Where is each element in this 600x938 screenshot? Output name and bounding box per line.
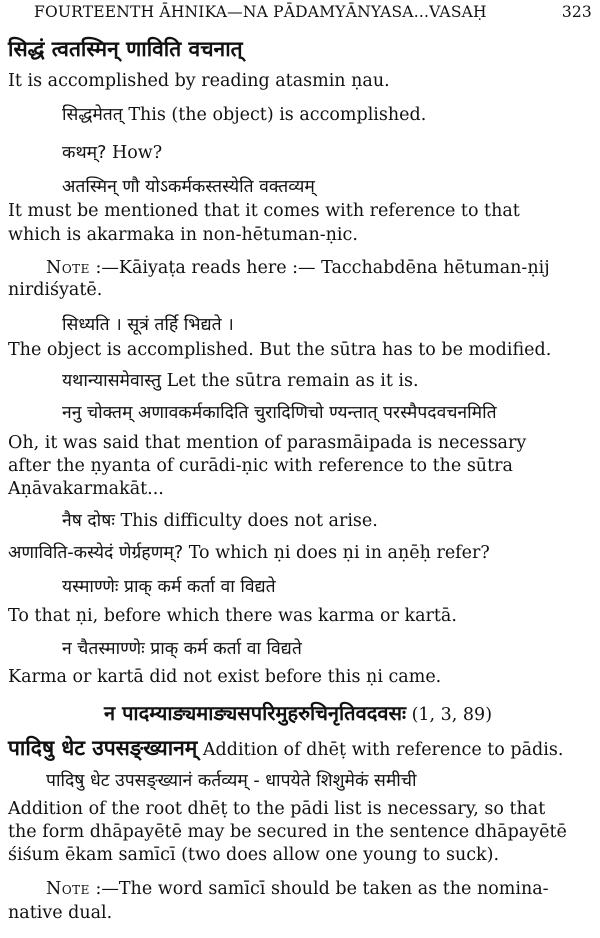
text-segment: parasmāipada: [286, 433, 413, 453]
text-segment: To that: [8, 606, 76, 626]
text-segment: refer?: [430, 543, 490, 563]
text-segment: with reference to: [346, 740, 511, 760]
text-segment: remain as it is.: [281, 371, 419, 391]
text-segment: (two does allow one young to suck).: [175, 845, 500, 865]
text-segment: न पादम्याङ्यमाङ्यसपरिमुहरुचिनृतिवदवसः: [104, 701, 407, 725]
translation-line: [8, 844, 499, 866]
text-segment: nirdiśyatē.: [8, 280, 103, 300]
text-segment: does: [290, 543, 343, 563]
page-number: 323: [561, 3, 592, 21]
text-segment: पादिषु धेट उपसङ्ख्यानं कर्तव्यम् - धापयेते शिशुमेकं समीची: [46, 771, 417, 791]
text-segment: sūtra: [235, 371, 282, 391]
text-segment: कथम्?: [62, 143, 107, 163]
bilingual-line: [8, 542, 490, 564]
sanskrit-heading-line: [8, 38, 243, 62]
text-segment: samīcī: [208, 879, 266, 899]
sanskrit-line: [62, 576, 276, 598]
text-segment: or: [66, 667, 97, 687]
text-segment: native dual.: [8, 903, 113, 923]
translation-line: [8, 339, 551, 361]
bilingual-line: [62, 104, 426, 126]
note-line: [8, 279, 102, 301]
text-segment: karma: [318, 606, 375, 626]
text-segment: of: [150, 456, 179, 476]
text-segment: Tacchabdēna hētuman-ṇij: [321, 258, 550, 278]
text-segment: (1, 3, 89): [406, 705, 493, 725]
translation-line: [8, 70, 390, 92]
text-segment: came.: [382, 667, 442, 687]
text-segment: dhāpayētē: [474, 822, 567, 842]
sanskrit-line: [62, 402, 497, 424]
bilingual-heading-line: [8, 737, 563, 761]
text-segment: kartā.: [404, 606, 457, 626]
text-segment: should be taken as the nomina-: [265, 879, 549, 899]
translation-line: [8, 478, 164, 500]
translation-line: [8, 821, 567, 843]
text-segment: non-hētuman-ṇic.: [202, 225, 358, 245]
text-segment: Let the: [161, 371, 236, 391]
text-segment: which is: [8, 225, 87, 245]
text-segment: to the: [227, 799, 291, 819]
text-segment: may be secured in the sentence: [181, 822, 475, 842]
text-segment: नैष दोषः: [62, 511, 115, 531]
text-segment: did not exist before this: [143, 667, 367, 687]
bilingual-line: [62, 510, 378, 532]
text-segment: in: [174, 225, 203, 245]
text-segment: :—The word: [89, 879, 209, 899]
text-segment: akarmaka: [86, 225, 175, 245]
text-segment: This (the object) is accomplished.: [122, 105, 427, 125]
text-segment: pādi: [290, 799, 329, 819]
text-segment: ननु चोक्तम् अणावकर्मकादिति चुरादिणिचो ण्यन्तात् परस्मैपदवचनमिति: [62, 403, 497, 423]
text-segment: अणाविति-कस्येदं णेर्ग्रहणम्?: [8, 543, 184, 563]
translation-line: [8, 432, 526, 454]
text-segment: Note: [46, 258, 90, 278]
text-segment: सिद्धं त्वतस्मिन् णाविति वचनात्: [8, 37, 243, 61]
text-segment: यस्माण्णेः प्राक् कर्म कर्ता वा विद्यते: [62, 577, 276, 597]
bilingual-line: [62, 370, 419, 392]
note-line: [46, 257, 550, 279]
text-segment: सिध्यति । सूत्रं तर्हि भिद्यते ।: [62, 315, 234, 335]
text-segment: Note: [46, 879, 90, 899]
note-line: [46, 878, 549, 900]
text-segment: यथान्यासमेवास्तु: [62, 371, 162, 391]
text-segment: reads here :—: [185, 258, 322, 278]
text-segment: ṇi: [273, 543, 291, 563]
text-segment: in: [359, 543, 388, 563]
text-segment: with reference to the: [268, 456, 467, 476]
translation-line: [8, 224, 358, 246]
text-segment: has to be modified.: [376, 340, 552, 360]
text-segment: Oh, it was said that mention of: [8, 433, 287, 453]
text-segment: list is necessary, so that: [328, 799, 546, 819]
text-segment: This difficulty does not arise.: [114, 511, 378, 531]
running-header: [0, 3, 600, 23]
text-segment: Aṇāvakarmakāt...: [8, 479, 164, 499]
text-segment: Addition of the root: [8, 799, 188, 819]
translation-line: [8, 455, 513, 477]
translation-line: [8, 200, 520, 222]
text-segment: How?: [106, 143, 163, 163]
text-segment: It is accomplished by reading: [8, 71, 276, 91]
text-segment: न चैतस्माण्णेः प्राक् कर्म कर्ता वा विद्यते: [62, 639, 302, 659]
text-segment: Addition of: [197, 740, 307, 760]
sanskrit-line: [62, 314, 234, 336]
text-segment: the form: [8, 822, 90, 842]
sanskrit-line: [46, 770, 416, 792]
text-segment: ṇi,: [75, 606, 99, 626]
sanskrit-line: [62, 638, 302, 660]
translation-line: [8, 605, 457, 627]
note-line: [8, 902, 112, 924]
text-segment: Kāiyaṭa: [118, 258, 186, 278]
text-segment: śiśum ēkam samīcī: [8, 845, 176, 865]
text-segment: ṇi: [366, 667, 383, 687]
bilingual-line: [62, 142, 162, 164]
sanskrit-line: [62, 176, 315, 198]
text-segment: dhēṭ: [306, 740, 346, 760]
text-segment: after the: [8, 456, 91, 476]
text-segment: Karma: [8, 667, 67, 687]
text-segment: ṇi: [342, 543, 360, 563]
text-segment: dhāpayētē: [89, 822, 182, 842]
text-segment: dhēṭ: [187, 799, 228, 819]
text-segment: सिद्धमेतत्: [62, 105, 123, 125]
text-segment: अतस्मिन् णौ योऽकर्मकस्तस्येति वक्तव्यम्: [62, 177, 315, 197]
text-segment: To which: [183, 543, 274, 563]
text-segment: atasmin ṇau.: [275, 71, 390, 91]
text-segment: kartā: [96, 667, 144, 687]
text-segment: ṇyanta: [90, 456, 151, 476]
header-title: FOURTEENTH ĀHNIKA—NA PĀDAMYĀNYASA...VASAḤ: [34, 3, 487, 21]
text-segment: पादिषु धेट उपसङ्ख्यानम्: [8, 736, 198, 760]
text-segment: :—: [89, 258, 119, 278]
text-segment: pādis.: [510, 740, 564, 760]
text-segment: It must be mentioned that it comes with reference to that: [8, 201, 520, 221]
text-segment: sūtra: [330, 340, 377, 360]
sutra-heading: [104, 702, 492, 726]
text-segment: The object is accomplished. But the: [8, 340, 331, 360]
text-segment: curādi-ṇic: [178, 456, 269, 476]
translation-line: [8, 798, 545, 820]
text-segment: sūtra: [466, 456, 513, 476]
text-segment: or: [374, 606, 405, 626]
text-segment: aṇēḥ: [387, 543, 431, 563]
translation-line: [8, 666, 441, 688]
text-segment: is necessary: [412, 433, 527, 453]
text-segment: before which there was: [98, 606, 318, 626]
